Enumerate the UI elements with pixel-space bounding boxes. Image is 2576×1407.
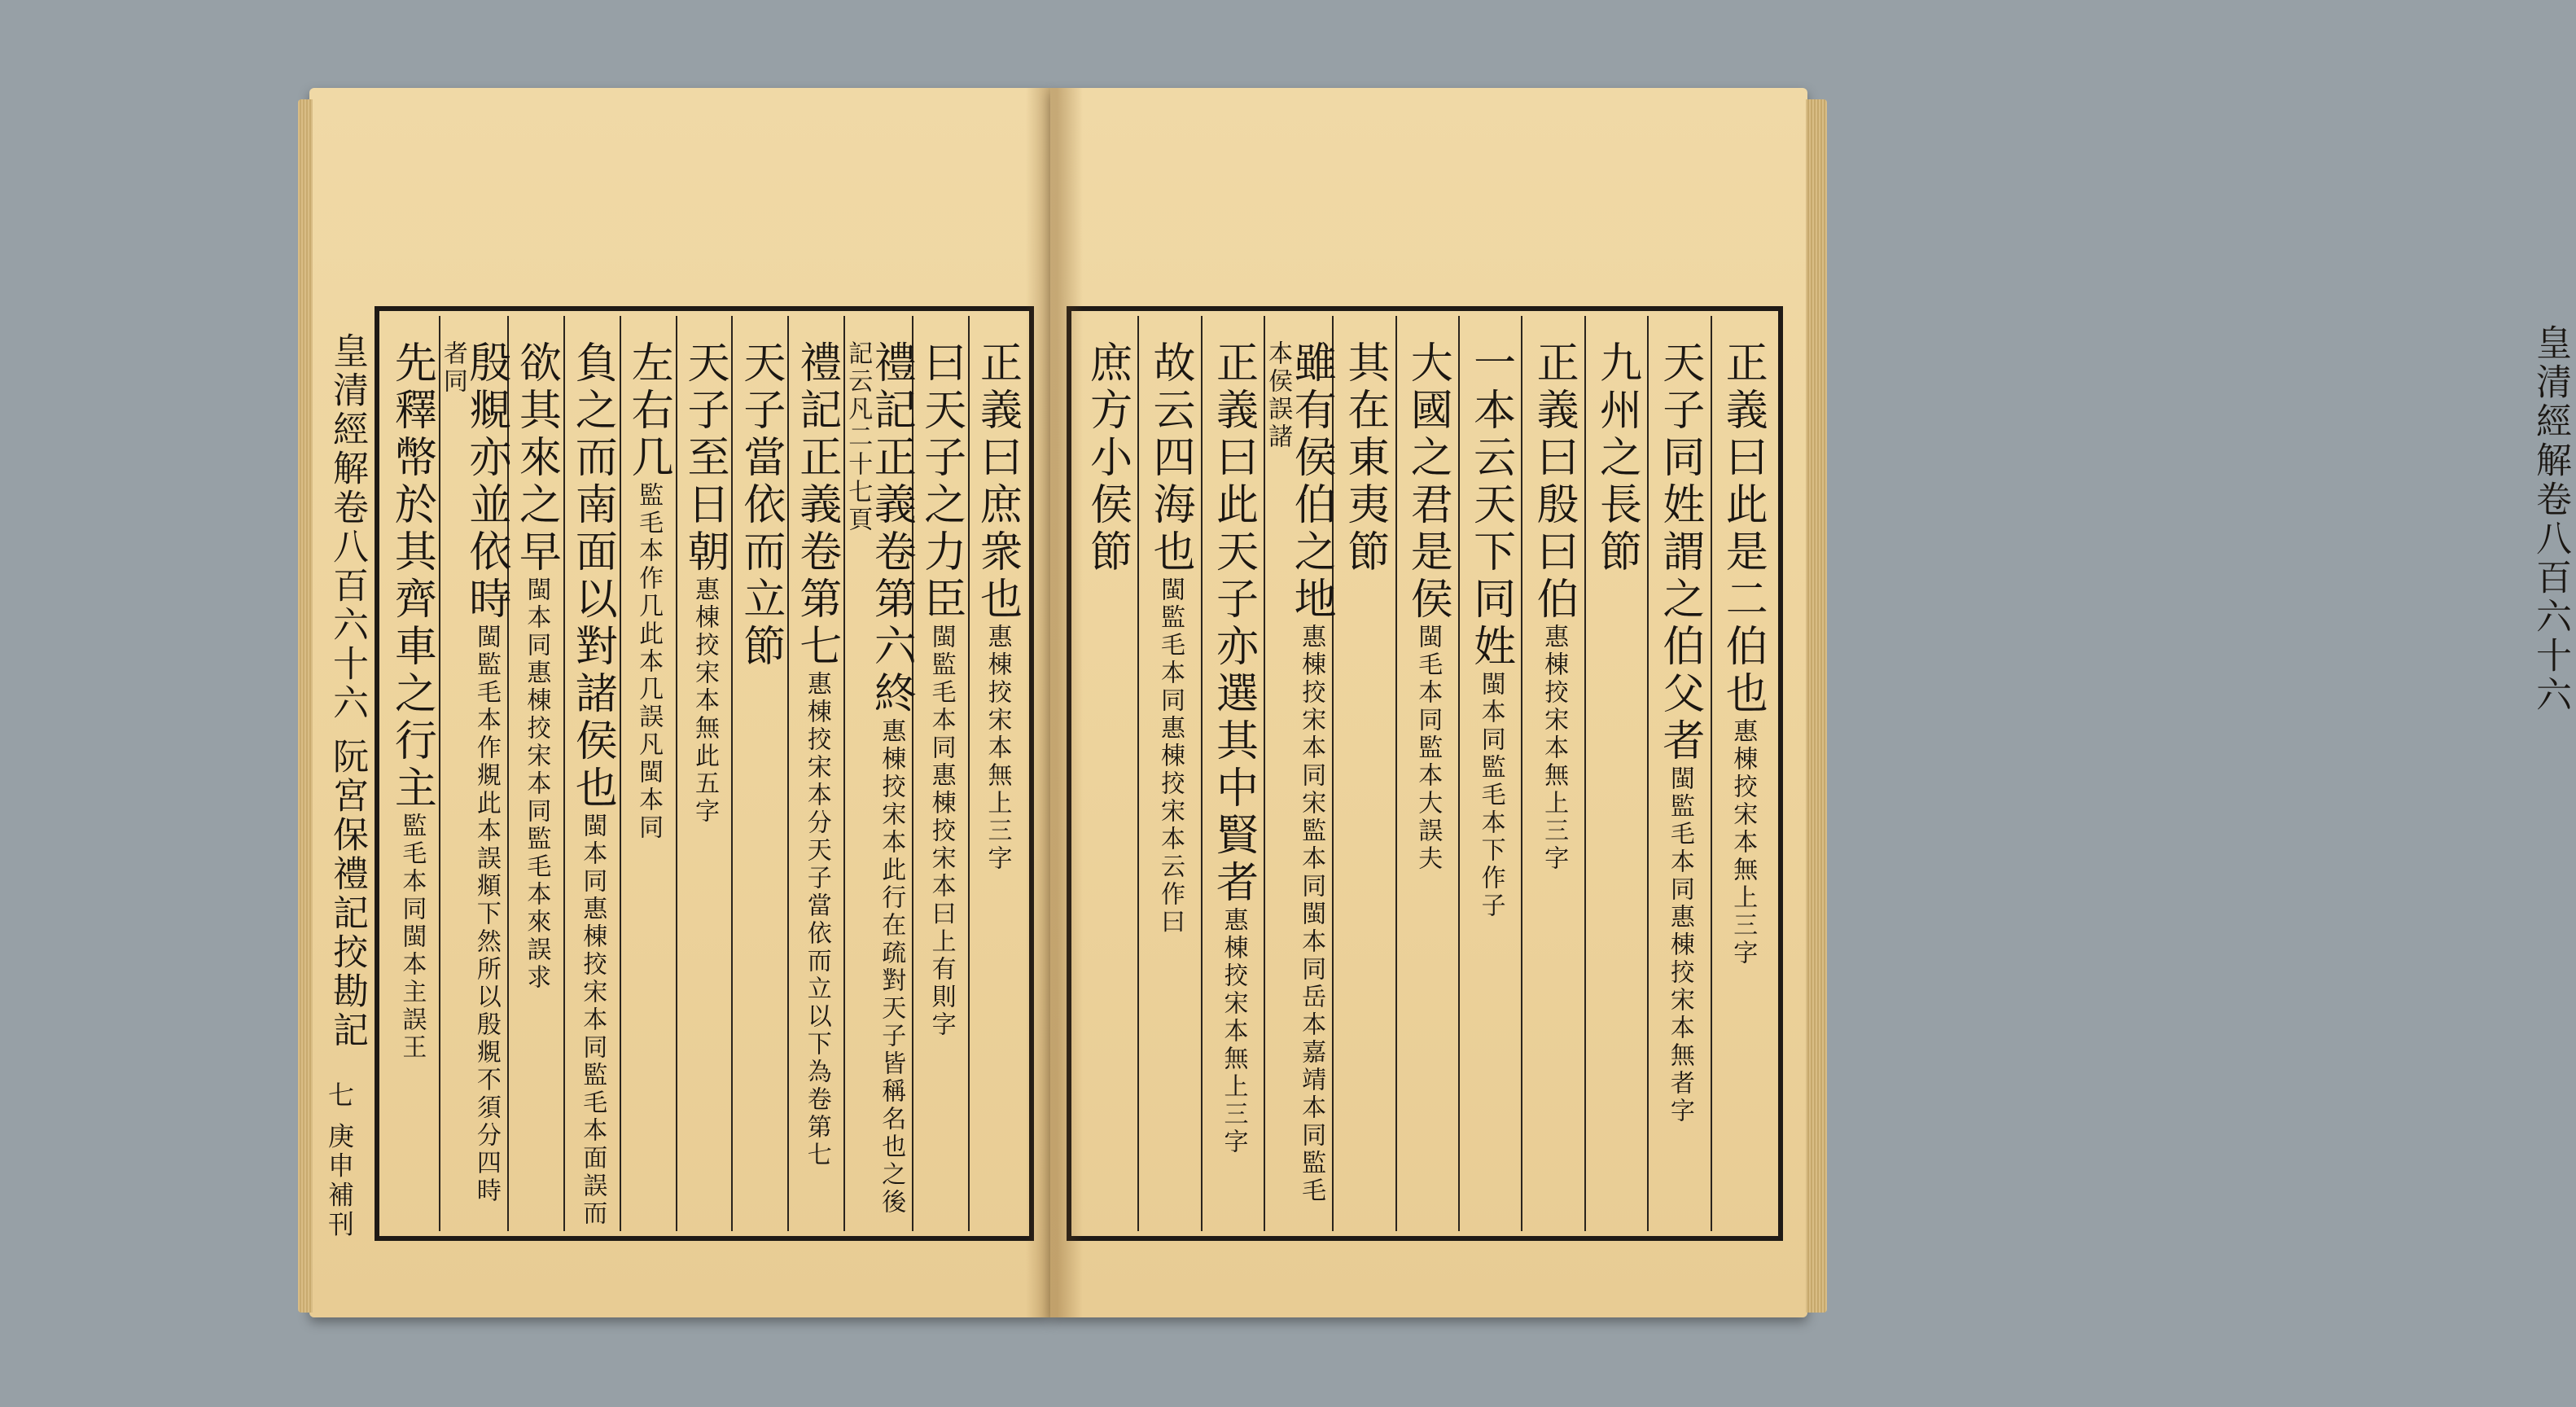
main-text: 天子當依而立節	[735, 340, 785, 671]
column-text	[679, 340, 729, 826]
right-columns	[1076, 316, 1773, 1231]
left-columns	[384, 316, 1024, 1231]
column-text	[791, 340, 841, 1169]
column-text	[1654, 340, 1704, 1125]
column-text	[1403, 340, 1452, 873]
left-page	[309, 88, 1050, 1317]
column-text	[843, 340, 916, 1231]
text-column	[1201, 316, 1264, 1231]
page-edge	[1806, 99, 1827, 1313]
text-column	[1264, 316, 1336, 1231]
column-text	[916, 340, 966, 1039]
annotation-text: 閩本同惠棟挍宋本同監毛本面誤而	[578, 813, 607, 1228]
column-text	[511, 340, 561, 992]
annotation-text: 監毛本同閩本主誤王	[397, 813, 427, 1062]
main-text: 禮記正義卷第六終	[866, 340, 916, 718]
column-text	[1465, 340, 1515, 920]
main-text: 雖有侯伯之地	[1286, 340, 1336, 624]
left-text-frame	[375, 306, 1034, 1241]
main-text: 故云四海也	[1146, 340, 1195, 576]
page-edge	[298, 99, 313, 1313]
main-text: 正義曰此是二伯也	[1718, 340, 1768, 718]
main-text: 一本云天下同姓	[1465, 340, 1515, 671]
column-text	[1082, 340, 1132, 576]
text-column	[620, 316, 676, 1231]
column-text	[1264, 340, 1336, 1231]
annotation-text: 閩監毛本作覜此本誤頫下然所以殷覜不須分四時者同	[438, 340, 501, 1205]
text-column	[1395, 316, 1458, 1231]
annotation-text: 監毛本作几此本几誤凡閩本同	[634, 482, 664, 842]
annotation-text: 惠棟挍宋本分天子當依而立以下為卷第七	[802, 671, 831, 1169]
text-column	[787, 316, 843, 1231]
main-text: 負之而南面以對諸侯也	[567, 340, 617, 813]
annotation-text: 閩監毛本同惠棟挍宋本無者字	[1665, 765, 1694, 1125]
column-text	[1208, 340, 1258, 1156]
annotation-text: 閩監毛本同惠棟挍宋本云作曰	[1156, 576, 1185, 936]
main-text: 大國之君是侯	[1403, 340, 1452, 624]
main-text: 其在東夷節	[1339, 340, 1389, 576]
annotation-text: 惠棟挍宋本無上三字	[983, 624, 1012, 873]
main-text: 天子同姓謂之伯父者	[1654, 340, 1704, 765]
left-margin-title: 皇清經解卷八百六十六 阮宮保禮記挍勘記	[326, 332, 368, 1050]
column-text	[735, 340, 785, 671]
column-text	[1592, 340, 1641, 576]
column-text	[1718, 340, 1768, 967]
text-column	[384, 316, 439, 1231]
text-column	[507, 316, 563, 1231]
main-text: 正義曰此天子亦選其中賢者	[1208, 340, 1258, 907]
column-text	[567, 340, 617, 1228]
text-column	[1076, 316, 1137, 1231]
annotation-text: 惠棟挍宋本同宋監本同閩本同岳本嘉靖本同監毛本侯誤諸	[1264, 340, 1326, 1205]
annotation-text: 惠棟挍宋本此行在疏對天子皆稱名也之後記云凡二十七頁	[843, 340, 906, 1216]
text-column	[1647, 316, 1710, 1231]
column-text	[438, 340, 510, 1231]
column-text	[624, 340, 673, 842]
left-bottom-note: 七 庚申補刊	[324, 1081, 355, 1240]
main-text: 殷覜亦並依時	[461, 340, 510, 624]
text-column	[676, 316, 732, 1231]
text-column	[1458, 316, 1521, 1231]
annotation-text: 閩本同惠棟挍宋本同監毛本來誤求	[522, 576, 551, 992]
main-text: 正義曰殷曰伯	[1529, 340, 1579, 624]
right-margin-title: 皇清經解卷八百六十六	[2530, 324, 2571, 715]
annotation-text: 惠棟挍宋本無上三字	[1219, 907, 1248, 1156]
main-text: 先釋幣於其齊車之行主	[387, 340, 436, 813]
annotation-text: 惠棟挍宋本無此五字	[690, 576, 719, 826]
open-book	[309, 88, 2571, 1326]
column-text	[1339, 340, 1389, 576]
text-column	[731, 316, 787, 1231]
right-page	[1050, 88, 2571, 1317]
text-column	[563, 316, 620, 1231]
main-text: 正義曰庶衆也	[972, 340, 1022, 624]
right-text-frame	[1067, 306, 1783, 1241]
annotation-text: 惠棟挍宋本無上三字	[1540, 624, 1569, 873]
text-column	[968, 316, 1024, 1231]
main-text: 欲其來之早	[511, 340, 561, 576]
text-column	[1332, 316, 1395, 1231]
main-text: 禮記正義卷第七	[791, 340, 841, 671]
text-column	[1711, 316, 1773, 1231]
text-column	[1584, 316, 1647, 1231]
column-text	[972, 340, 1022, 873]
annotation-text: 閩本同監毛本下作子	[1476, 671, 1505, 920]
main-text: 九州之長節	[1592, 340, 1641, 576]
text-column	[843, 316, 916, 1231]
text-column	[438, 316, 510, 1231]
text-column	[1521, 316, 1584, 1231]
text-column	[1137, 316, 1200, 1231]
annotation-text: 惠棟挍宋本無上三字	[1728, 718, 1758, 967]
annotation-text: 閩監毛本同惠棟挍宋本曰上有則字	[927, 624, 956, 1039]
annotation-text: 閩毛本同監本大誤夫	[1413, 624, 1443, 873]
main-text: 庶方小侯節	[1082, 340, 1132, 576]
main-text: 左右几	[624, 340, 673, 482]
main-text: 曰天子之力臣	[916, 340, 966, 624]
main-text: 天子至日朝	[679, 340, 729, 576]
column-text	[1529, 340, 1579, 873]
text-column	[912, 316, 968, 1231]
book-gutter	[1026, 88, 1083, 1317]
column-text	[1146, 340, 1195, 936]
column-text	[387, 340, 436, 1062]
